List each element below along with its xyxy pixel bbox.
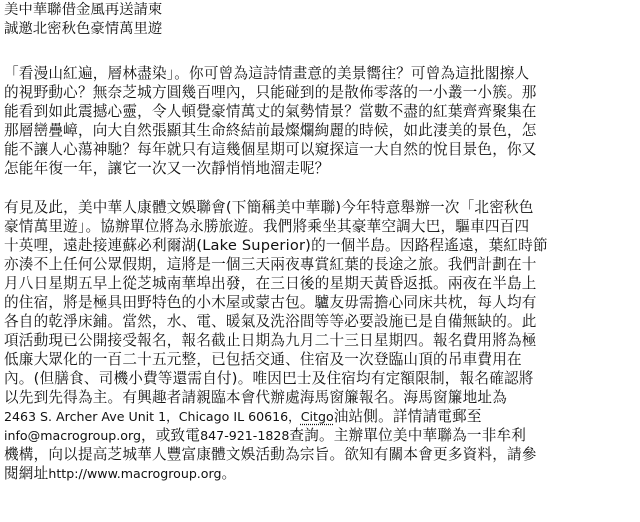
paragraph-1 [4, 64, 634, 178]
website-line [4, 464, 634, 483]
contact-end: 查詢。主辦單位美中華聯為一非牟利 [289, 427, 527, 444]
citgo-text: Citgo [300, 409, 334, 424]
contact-line [4, 426, 634, 445]
address-street: 2463 S. Archer Ave Unit 1，Chicago IL 60616， [4, 409, 301, 424]
contact-middle: ，或致電 [140, 427, 201, 444]
paragraph-1-line: 怎能年復一年，讓它一次又一次靜悄悄地溜走呢？ [4, 160, 330, 177]
blank-line [4, 39, 634, 59]
paragraph-2-line: 十英哩，遠赴接連蘇必利爾湖(Lake Superior)的一個半島。因路程遙遠，葉紅時節 [4, 237, 548, 254]
paragraph-1-line: 「看漫山紅遍，層林盡染」。你可曾為這詩情畫意的美景嚮往？可曾為這批閣擦人 [4, 65, 530, 82]
paragraph-2-line: 的住宿，將是極具田野特色的小木屋或蒙古包。驢友毋需擔心同床共枕，每人均有 [4, 294, 537, 311]
title-line-1: 美中華聯借金風再送請柬 [4, 2, 163, 18]
paragraph-2-line: 豪情萬里遊」。協辦單位將為永勝旅遊。我們將乘坐其豪華空調大巴，驅車四百四 [4, 218, 530, 235]
paragraph-2-line: 各自的乾淨床鋪。當然，水、電、暖氣及洗浴間等等必要設施已是自備無缺的。此 [4, 313, 537, 330]
blank-line [4, 178, 634, 198]
address-after-citgo: 油站側。詳情請電郵至 [333, 408, 482, 425]
paragraph-1-line: 能看到如此震撼心靈，令人頓覺豪情萬丈的氣勢情景？當數不盡的紅葉齊齊聚集在 [4, 103, 537, 120]
website-suffix: 。 [221, 465, 237, 482]
paragraph-1-line: 那層巒疊嶂，向大自然張顯其生命終結前最燦爛絢麗的時候，如此淒美的景色，怎 [4, 122, 537, 139]
website-prefix: 閱網址 [4, 465, 49, 482]
paragraph-2-line: 低廉大眾化的一百二十五元整，已包括交通、住宿及一次登臨山頂的吊車費用在 [4, 351, 522, 368]
title-line-2: 誠邀北密秋色豪情萬里遊 [4, 21, 163, 37]
paragraph-2-line: 亦湊不上任何公眾假期，這將是一個三天兩夜專賞紅葉的長途之旅。我們計劃在十 [4, 256, 537, 273]
paragraph-2 [4, 198, 634, 483]
email-link[interactable]: info@macrogroup.org [4, 428, 141, 443]
phone-number: 847-921-1828 [200, 428, 290, 443]
paragraph-1-line: 的視野動心？無奈芝城方圓幾百哩內，只能碰到的是散佈零落的一小叢一小簇。那 [4, 84, 537, 101]
paragraph-2-line: 有見及此，美中華人康體文娛聯會(下簡稱美中華聯)今年特意舉辦一次「北密秋色 [4, 199, 534, 216]
paragraph-2-line: 月八日星期五早上從芝城南華埠出發，在三日後的星期天黃昏返抵。兩夜在半島上 [4, 275, 537, 292]
paragraph-2-line: 以先到先得為主。有興趣者請親臨本會代辦處海馬窗簾報名。海馬窗簾地址為 [4, 389, 507, 406]
address-line [4, 407, 634, 426]
closing-line: 機構，向以提高芝城華人豐富康體文娛活動為宗旨。欲知有關本會更多資料，請參 [4, 446, 537, 463]
paragraph-2-line: 項活動現已公開接受報名，報名截止日期為九月二十三日星期四。報名費用將為極 [4, 332, 537, 349]
paragraph-1-line: 能不讓人心蕩神馳？每年就只有這幾個星期可以窺探這一大自然的悅目景色，你又 [4, 141, 537, 158]
paragraph-2-line: 內。(但膳食、司機小費等還需自付)。唯因巴士及住宿均有定額限制，報名確認將 [4, 370, 534, 387]
document-title [4, 1, 634, 39]
website-link[interactable]: http://www.macrogroup.org [48, 466, 222, 481]
